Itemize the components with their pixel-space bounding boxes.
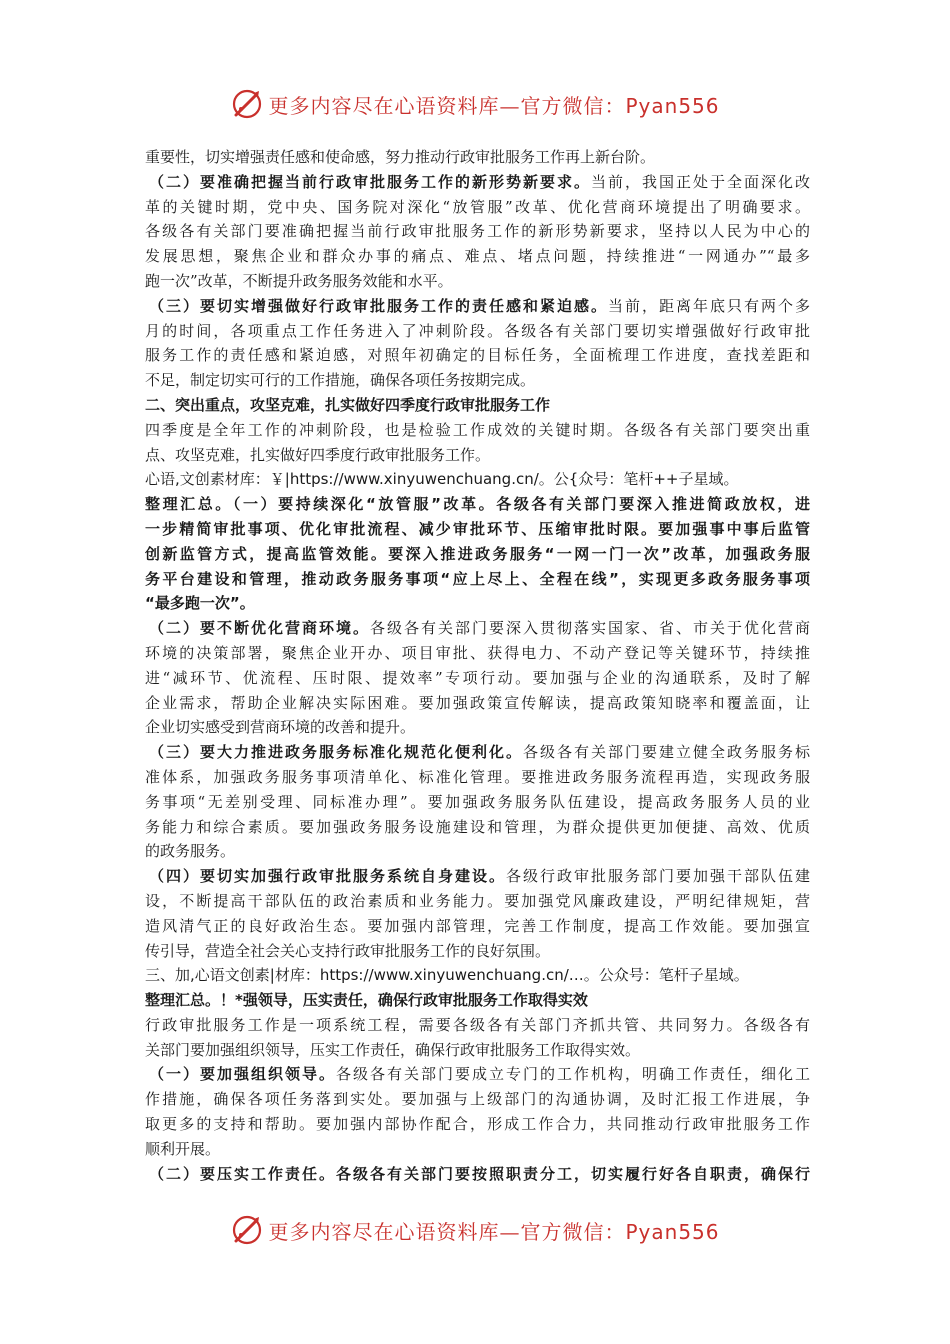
body-line: 重要性，切实增强责任感和使命感，努力推动行政审批服务工作再上新台阶。 (145, 148, 656, 166)
body-line: 行政审批服务工作是一项系统工程，需要各级各有关部门齐抓共管、共同努力。各级各有 (145, 1015, 810, 1034)
section-3-title: 整理汇总。！*强领导，压实责任，确保行政审批服务工作取得实效 (145, 991, 588, 1010)
inserted-ad-line: 三、加,心语文创素|材库：https://www.xinyuwenchuang.cn/…。公众号：笔杆子星域。 (145, 966, 749, 985)
section-2-item-1-line: “最多跑一次”。 (145, 594, 255, 613)
section-2-item-1-line: 一步精简审批事项、优化审批流程、减少审批环节、压缩审批时限。要加强事中事后监管 (145, 519, 810, 538)
footer-watermark-text: 更多内容尽在心语资料库—官方微信：Pyan556 (268, 1219, 720, 1244)
body-line: 顺利开展。 (145, 1139, 221, 1158)
footer-watermark-banner (0, 1210, 950, 1250)
section-2-item-1-line: 创新监管方式，提高监管效能。要深入推进政务服务“一网一门一次”改革，加强政务服 (145, 544, 810, 563)
body-line: 关部门要加强组织领导，压实工作责任，确保行政审批服务工作取得实效。 (145, 1040, 641, 1059)
body-line: 设，不断提高干部队伍的政治素质和业务能力。要加强党风廉政建设，严明纪律规矩，营 (145, 891, 810, 910)
body-line: 服务工作的责任感和紧迫感，对照年初确定的目标任务，全面梳理工作进度，查找差距和 (145, 346, 810, 365)
document-body (145, 145, 810, 1186)
body-line: 各级各有关部门要准确把握当前行政审批服务工作的新形势新要求，坚持以人民为中心的 (145, 222, 810, 241)
section-2-item-1-line: 整理汇总。（一）要持续深化“放管服”改革。各级各有关部门要深入推进简政放权，进 (145, 495, 810, 514)
body-line: 四季度是全年工作的冲刺阶段，也是检验工作成效的关键时期。各级各有关部门要突出重 (145, 420, 810, 439)
section-2-title: 二、突出重点，攻坚克难，扎实做好四季度行政审批服务工作 (145, 395, 551, 414)
section-3-item-1-line: （一）要加强组织领导。各级各有关部门要成立专门的工作机构，明确工作责任，细化工 (149, 1065, 810, 1084)
brush-logo-icon (230, 1213, 264, 1247)
body-line: 发展思想，聚焦企业和群众办事的痛点、难点、堵点问题，持续推进“一网通办”“最多 (145, 247, 810, 266)
inserted-ad-line: 心语,文创素材库：￥|https://www.xinyuwenchuang.cn/。公{众号：笔杆++子星域。 (145, 470, 739, 489)
body-line: 造风清气正的良好政治生态。要加强内部管理，完善工作制度，提高工作效能。要加强宣 (145, 916, 810, 935)
body-line: 传引导，营造全社会关心支持行政审批服务工作的良好氛围。 (145, 941, 551, 960)
body-line: 务事项“无差别受理、同标准办理”。要加强政务服务队伍建设，提高政务服务人员的业 (145, 792, 810, 811)
section-2-item-3-line: （三）要大力推进政务服务标准化规范化便利化。各级各有关部门要建立健全政务服务标 (149, 743, 810, 762)
body-line: 准体系，加强政务服务事项清单化、标准化管理。要推进政务服务流程再造，实现政务服 (145, 767, 810, 786)
header-watermark-banner (0, 84, 950, 124)
body-line: 月的时间，各项重点工作任务进入了冲刺阶段。各级各有关部门要切实增强做好行政审批 (145, 321, 810, 340)
subheading-3: （三）要切实增强做好行政审批服务工作的责任感和紧迫感。 (149, 296, 608, 315)
section-2-item-1-line: 务平台建设和管理，推动政务服务事项“应上尽上、全程在线”，实现更多政务服务事项 (145, 569, 810, 588)
paragraph-2-line: （二）要准确把握当前行政审批服务工作的新形势新要求。当前，我国正处于全面深化改 (149, 172, 810, 191)
body-line: 跑一次”改革，不断提升政务服务效能和水平。 (145, 271, 453, 290)
brush-logo-icon (230, 87, 264, 121)
body-line: 务能力和综合素质。要加强政务服务设施建设和管理，为群众提供更加便捷、高效、优质 (145, 817, 810, 836)
body-line: 点、攻坚克难，扎实做好四季度行政审批服务工作。 (145, 445, 491, 464)
body-line: 企业需求，帮助企业解决实际困难。要加强政策宣传解读，提高政策知晓率和覆盖面，让 (145, 693, 810, 712)
body-line: 不足，制定切实可行的工作措施，确保各项任务按期完成。 (145, 371, 536, 390)
body-line: 的政务服务。 (145, 842, 236, 861)
body-line: 革的关键时期，党中央、国务院对深化“放管服”改革、优化营商环境提出了明确要求。 (145, 197, 810, 216)
header-watermark-text: 更多内容尽在心语资料库—官方微信：Pyan556 (268, 93, 720, 118)
section-2-item-4-line: （四）要切实加强行政审批服务系统自身建设。各级行政审批服务部门要加强干部队伍建 (149, 867, 810, 886)
body-line: 环境的决策部署，聚焦企业开办、项目审批、获得电力、不动产登记等关键环节，持续推 (145, 643, 810, 662)
section-3-item-2-line: （二）要压实工作责任。各级各有关部门要按照职责分工，切实履行好各自职责，确保行 (149, 1164, 810, 1183)
body-line: 企业切实感受到营商环境的改善和提升。 (145, 718, 416, 737)
paragraph-3-line: （三）要切实增强做好行政审批服务工作的责任感和紧迫感。当前，距离年底只有两个多 (149, 296, 810, 315)
section-2-item-2-line: （二）要不断优化营商环境。各级各有关部门要深入贯彻落实国家、省、市关于优化营商 (149, 619, 810, 638)
body-line: 作措施，确保各项任务落到实处。要加强与上级部门的沟通协调，及时汇报工作进展，争 (145, 1090, 810, 1109)
body-line: 进“减环节、优流程、压时限、提效率”专项行动。要加强与企业的沟通联系，及时了解 (145, 668, 810, 687)
subheading-2: （二）要准确把握当前行政审批服务工作的新形势新要求。 (149, 172, 591, 191)
body-line: 取更多的支持和帮助。要加强内部协作配合，形成工作合力，共同推动行政审批服务工作 (145, 1115, 810, 1134)
